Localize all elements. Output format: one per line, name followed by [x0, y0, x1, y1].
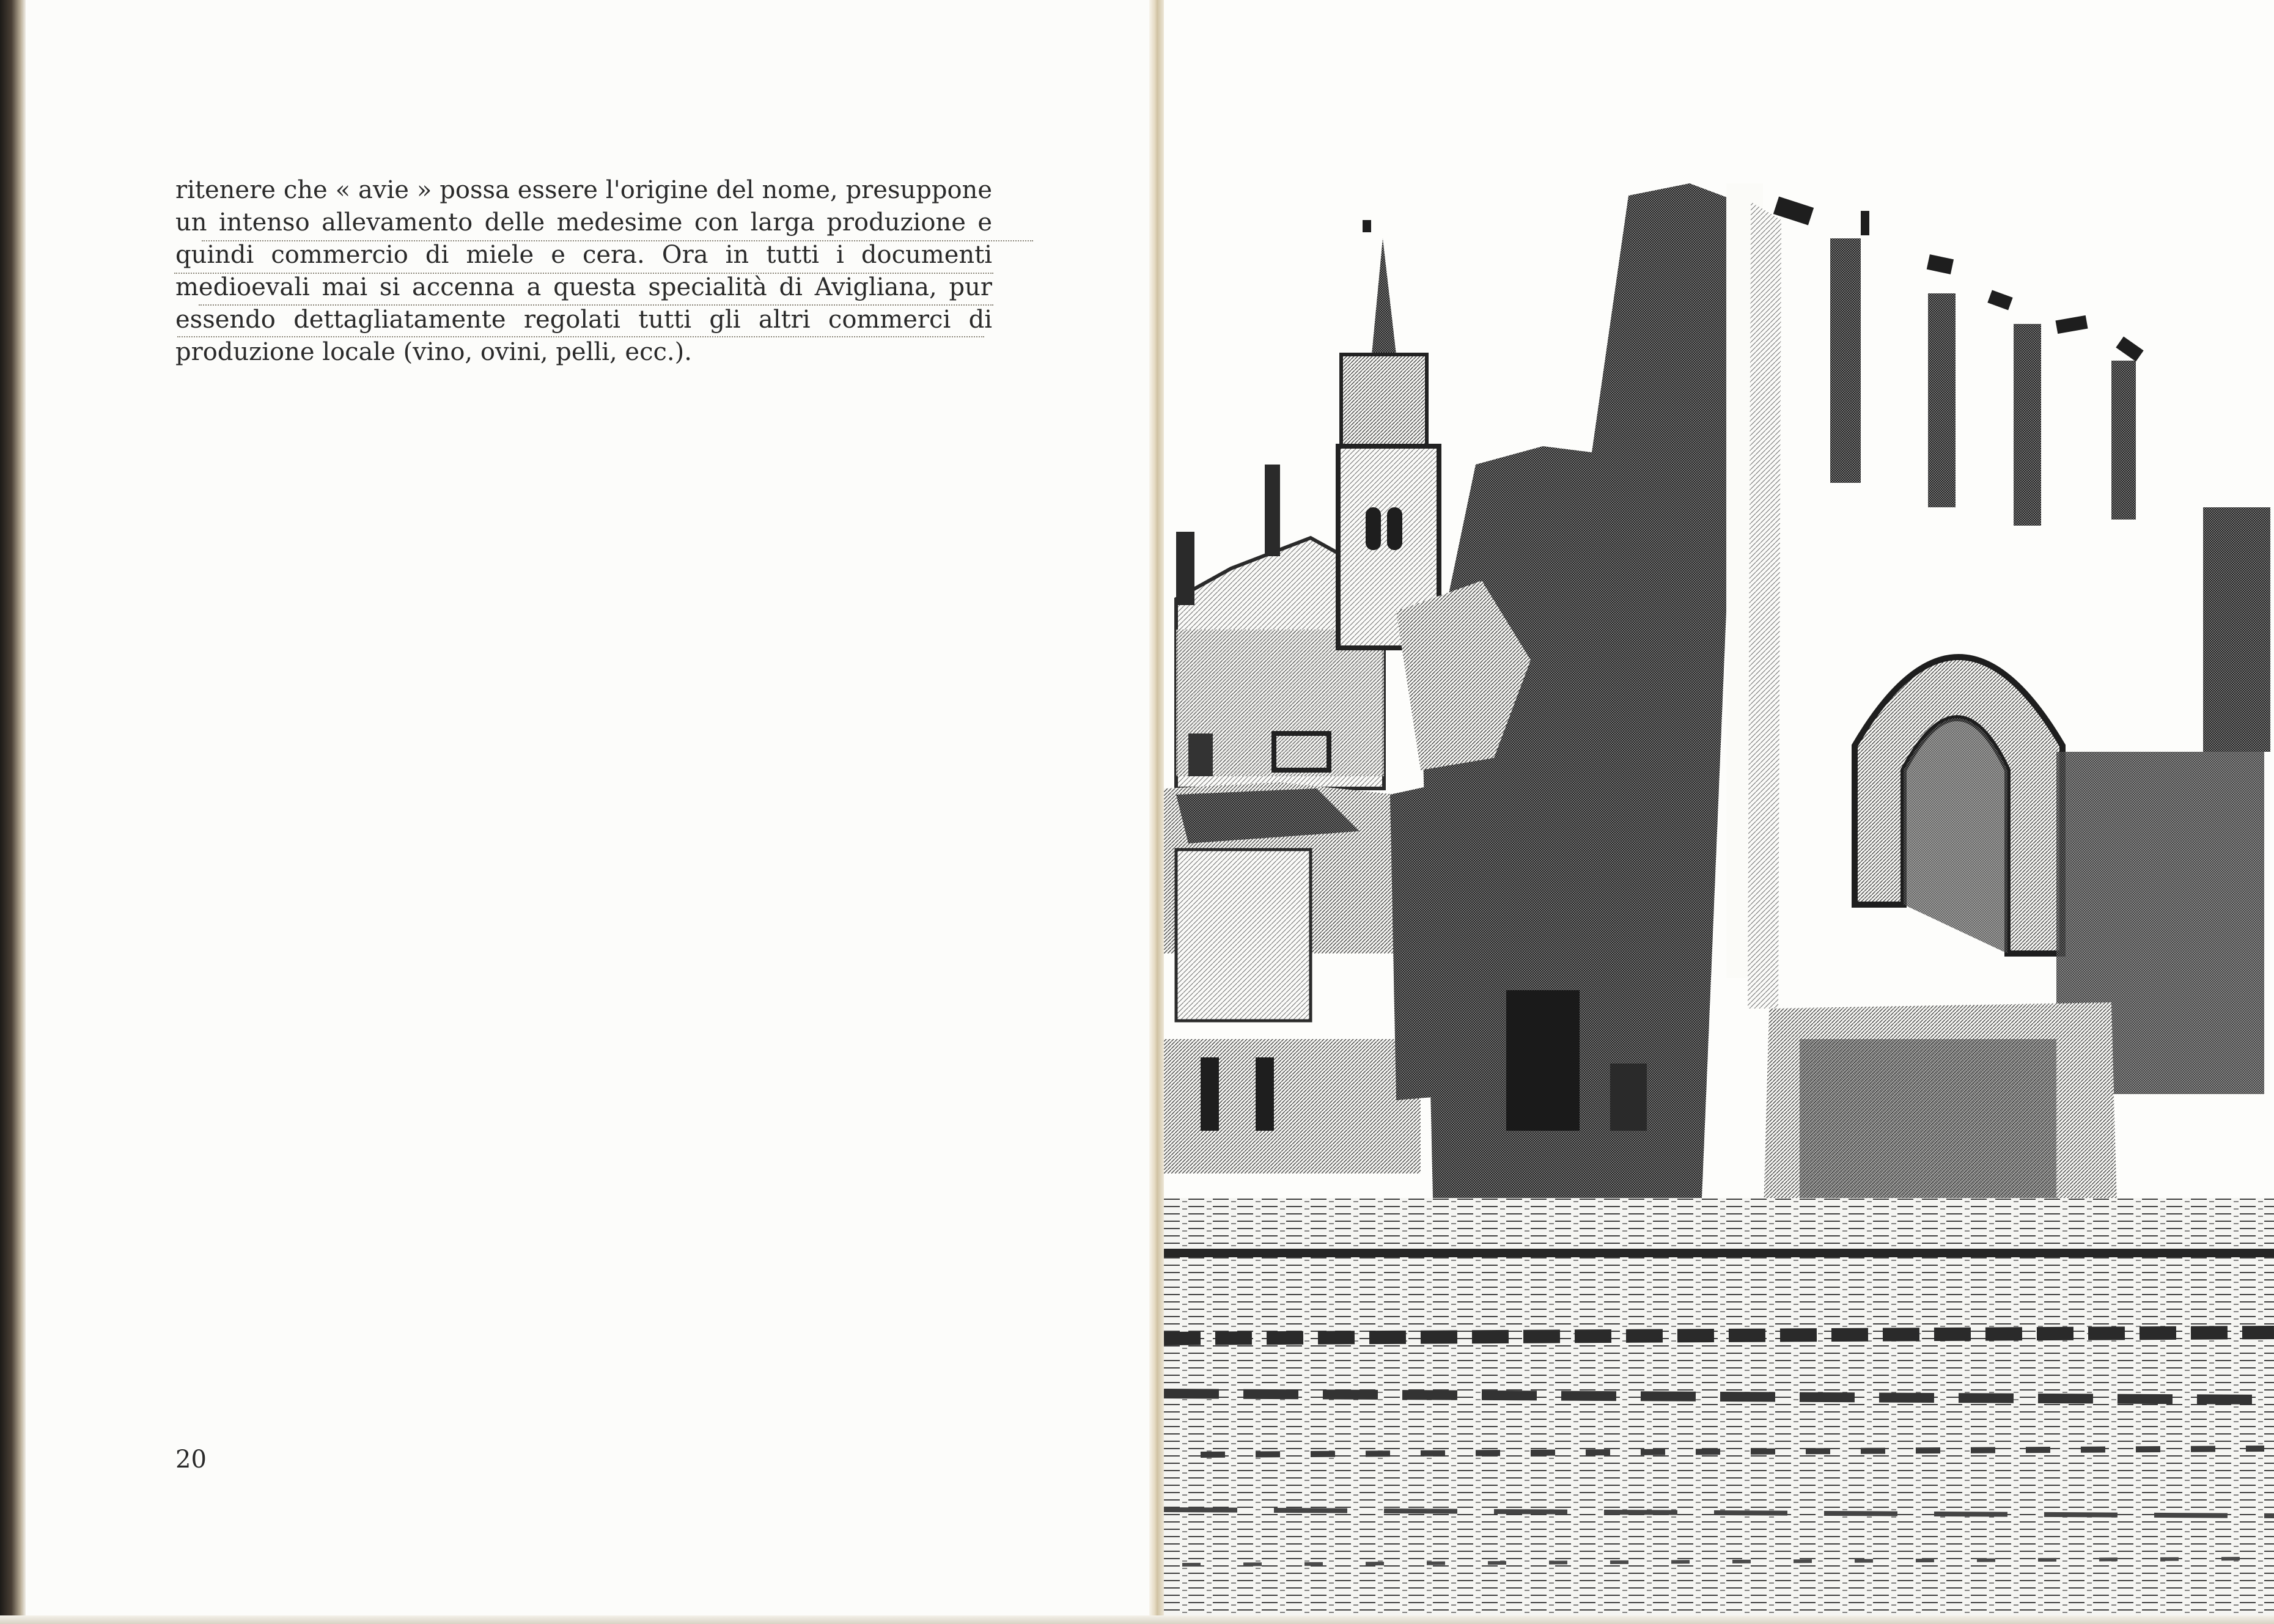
- text-line: produzione locale (vino, ovini, pelli, ecc.).: [175, 338, 692, 366]
- ruined-tower: [1390, 183, 1739, 1198]
- town-roofs: [1164, 782, 1421, 1174]
- pencil-underline: [202, 240, 1033, 241]
- text-line: un intenso allevamento delle medesime con larga produzione e: [175, 208, 992, 237]
- pencil-underline: [177, 336, 984, 337]
- text-line: quindi commercio di miele e cera. Ora in tutti i documenti: [175, 241, 992, 269]
- text-line: essendo dettagliatamente regolati tutti gli altri commerci di: [175, 306, 992, 334]
- body-paragraph: [175, 174, 992, 369]
- etching-illustration: [1164, 0, 2274, 1624]
- page-bottom-edge: [0, 1615, 2274, 1624]
- pencil-underline: [199, 304, 993, 306]
- text-line: ritenere che « avie » possa essere l'origine del nome, presuppone: [175, 176, 992, 204]
- book-binding-edge: [0, 0, 26, 1624]
- page-number: 20: [175, 1446, 207, 1474]
- text-line: medioevali mai si accenna a questa specialità di Avigliana, pur: [175, 273, 992, 301]
- ruined-arch: [1726, 183, 2270, 1235]
- book-gutter: [1149, 0, 1164, 1624]
- pencil-underline: [174, 273, 993, 274]
- river-water: [1164, 1198, 2274, 1624]
